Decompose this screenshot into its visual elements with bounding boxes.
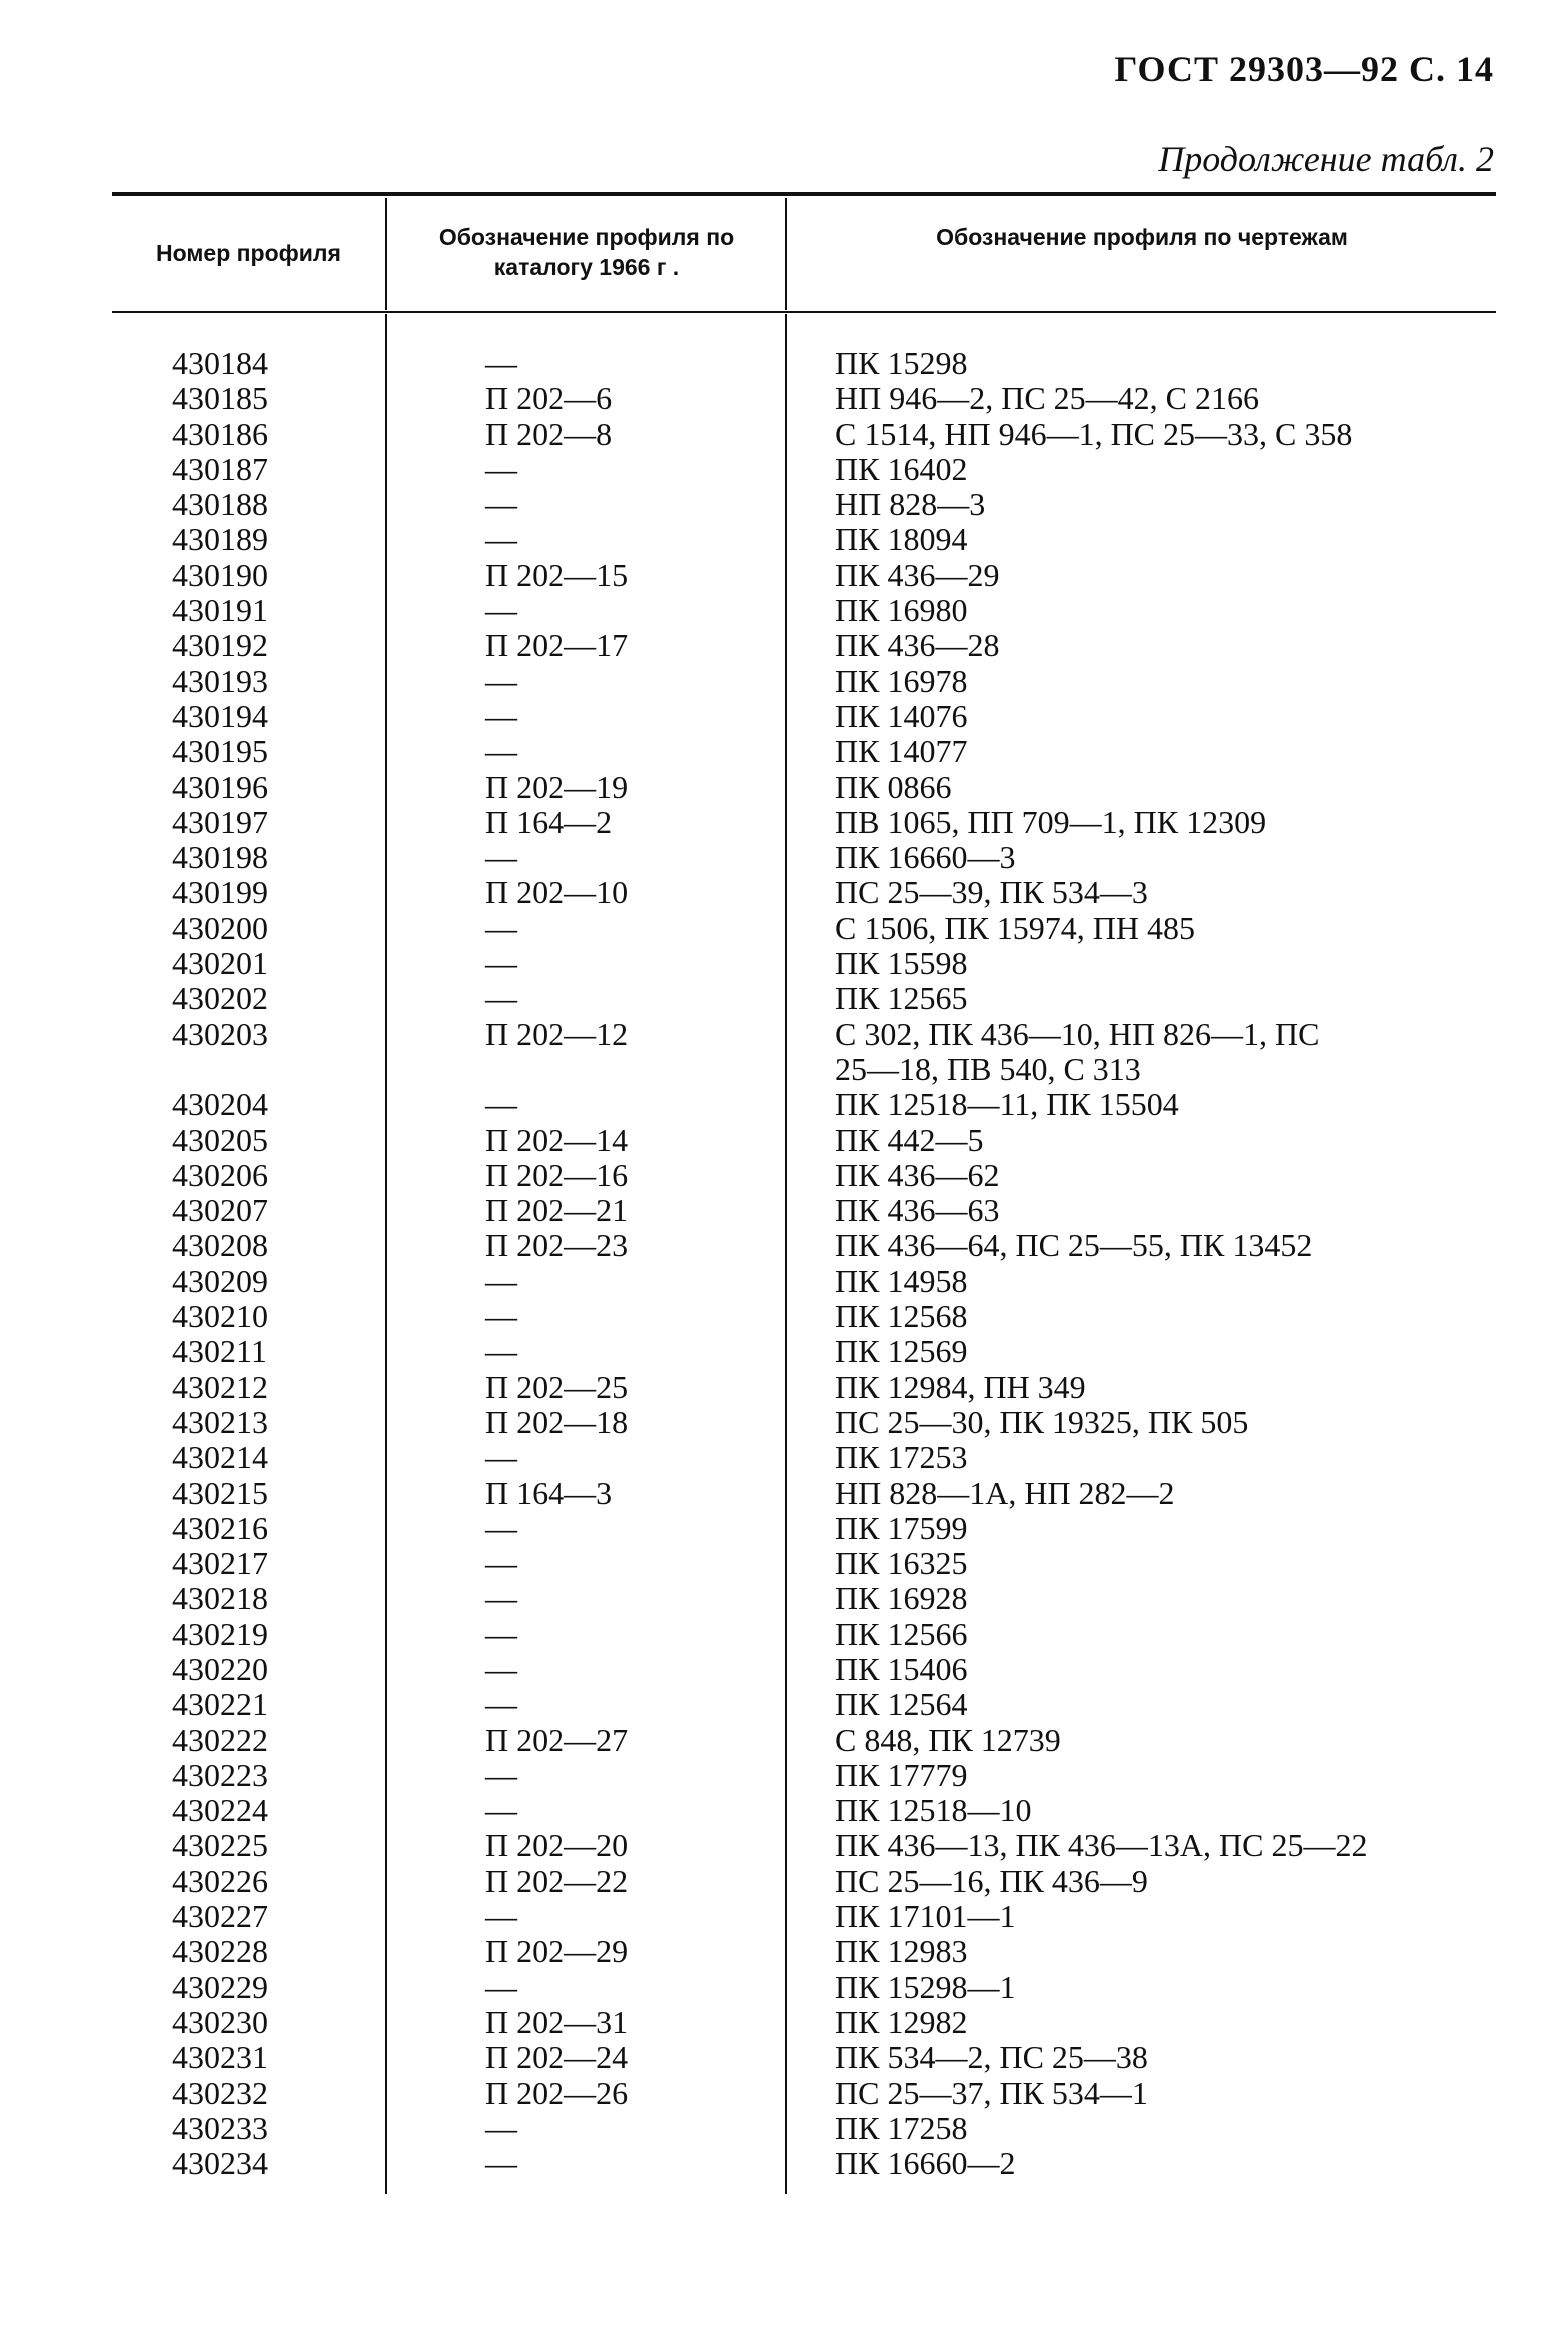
cell-drawing-designation: ПК 436—62 [835, 1156, 1000, 1193]
cell-drawing-designation: ПК 14958 [835, 1262, 968, 1299]
cell-catalog-designation: — [485, 1792, 517, 1829]
table-row [112, 1546, 1496, 1581]
cell-catalog-designation: П 202—20 [485, 1827, 629, 1864]
cell-catalog-designation: — [485, 1262, 517, 1299]
cell-catalog-designation: — [485, 1086, 517, 1123]
cell-drawing-designation: ПК 17599 [835, 1509, 968, 1546]
cell-catalog-designation: — [485, 1898, 517, 1935]
cell-drawing-designation: ПК 534—2, ПС 25—38 [835, 2039, 1148, 2076]
table-row [112, 1511, 1496, 1546]
cell-drawing-designation: ПВ 1065, ПП 709—1, ПК 12309 [835, 803, 1267, 840]
cell-profile-number: 430200 [172, 909, 268, 946]
cell-catalog-designation: — [485, 1650, 517, 1687]
cell-catalog-designation: — [485, 945, 517, 982]
table-row [112, 699, 1496, 734]
cell-catalog-designation: П 202—25 [485, 1368, 629, 1405]
table-row [112, 1970, 1496, 2005]
cell-drawing-designation: ПК 17258 [835, 2109, 968, 2146]
cell-profile-number: 430198 [172, 839, 268, 876]
cell-profile-number: 430225 [172, 1827, 268, 1864]
table-row [112, 2146, 1496, 2181]
cell-drawing-designation: ПК 16325 [835, 1545, 968, 1582]
cell-drawing-designation: ПК 436—29 [835, 556, 1000, 593]
cell-profile-number: 430220 [172, 1650, 268, 1687]
cell-catalog-designation: П 202—18 [485, 1403, 629, 1440]
table-row [112, 1758, 1496, 1793]
cell-drawing-designation: НП 828—3 [835, 486, 986, 523]
table-row [112, 1828, 1496, 1863]
cell-profile-number: 430189 [172, 521, 268, 558]
column-header-profile-number: Номер профиля [156, 240, 341, 266]
table-row [112, 1617, 1496, 1652]
cell-profile-number: 430202 [172, 980, 268, 1017]
cell-profile-number: 430213 [172, 1403, 268, 1440]
cell-drawing-designation: ПК 442—5 [835, 1121, 984, 1158]
table-row [112, 593, 1496, 628]
cell-drawing-designation: ПК 436—63 [835, 1192, 1000, 1229]
column-header-drawings: Обозначение профиля по чертежам [936, 224, 1348, 250]
cell-catalog-designation: — [485, 1298, 517, 1335]
cell-catalog-designation: П 202—12 [485, 1015, 629, 1052]
cell-catalog-designation: — [485, 1333, 517, 1370]
cell-drawing-designation: ПК 17779 [835, 1756, 968, 1793]
cell-drawing-designation: ПС 25—37, ПК 534—1 [835, 2074, 1148, 2111]
cell-profile-number: 430218 [172, 1580, 268, 1617]
cell-drawing-designation: ПК 16660—2 [835, 2145, 1016, 2182]
cell-drawing-designation: ПК 12569 [835, 1333, 968, 1370]
cell-drawing-designation: ПК 15406 [835, 1650, 968, 1687]
table-row [112, 1370, 1496, 1405]
cell-profile-number: 430212 [172, 1368, 268, 1405]
table-row [112, 1087, 1496, 1122]
cell-catalog-designation: — [485, 839, 517, 876]
cell-profile-number: 430216 [172, 1509, 268, 1546]
cell-drawing-designation: ПК 16402 [835, 450, 968, 487]
cell-catalog-designation: П 202—21 [485, 1192, 629, 1229]
cell-profile-number: 430186 [172, 415, 268, 452]
cell-catalog-designation: — [485, 1686, 517, 1723]
cell-profile-number: 430209 [172, 1262, 268, 1299]
cell-profile-number: 430223 [172, 1756, 268, 1793]
cell-drawing-designation: ПК 18094 [835, 521, 968, 558]
table-row [112, 875, 1496, 910]
cell-profile-number: 430201 [172, 945, 268, 982]
cell-drawing-designation: ПК 12518—11, ПК 15504 [835, 1086, 1179, 1123]
column-header-catalog-1966: Обозначение профиля по каталогу 1966 г . [438, 224, 735, 280]
table-row [112, 2040, 1496, 2075]
table-body [112, 346, 1496, 2181]
table-row [112, 417, 1496, 452]
cell-catalog-designation: П 202—23 [485, 1227, 629, 1264]
cell-catalog-designation: — [485, 1580, 517, 1617]
cell-catalog-designation: П 202—17 [485, 627, 629, 664]
table-row [112, 1687, 1496, 1722]
cell-drawing-designation: ПК 12565 [835, 980, 968, 1017]
table-row [112, 487, 1496, 522]
cell-profile-number: 430208 [172, 1227, 268, 1264]
cell-catalog-designation [385, 1052, 785, 1087]
cell-catalog-designation: П 202—19 [485, 768, 629, 805]
cell-profile-number: 430190 [172, 556, 268, 593]
cell-catalog-designation: П 202—29 [485, 1933, 629, 1970]
table-row [112, 1793, 1496, 1828]
table-row [112, 2111, 1496, 2146]
cell-drawing-designation: С 848, ПК 12739 [835, 1721, 1061, 1758]
cell-profile-number: 430232 [172, 2074, 268, 2111]
table-row [112, 1193, 1496, 1228]
cell-drawing-designation: ПК 15298—1 [835, 1968, 1016, 2005]
cell-profile-number: 430188 [172, 486, 268, 523]
cell-drawing-designation: ПК 16978 [835, 662, 968, 699]
cell-profile-number: 430194 [172, 697, 268, 734]
cell-catalog-designation: П 202—31 [485, 2003, 629, 2040]
table-row [112, 1158, 1496, 1193]
cell-profile-number: 430210 [172, 1298, 268, 1335]
table-row [112, 2005, 1496, 2040]
cell-profile-number: 430207 [172, 1192, 268, 1229]
cell-profile-number: 430195 [172, 733, 268, 770]
cell-profile-number: 430184 [172, 345, 268, 381]
cell-catalog-designation: П 202—24 [485, 2039, 629, 2076]
cell-profile-number: 430192 [172, 627, 268, 664]
table-row [112, 2076, 1496, 2111]
cell-catalog-designation: — [485, 980, 517, 1017]
table-row [112, 1264, 1496, 1299]
cell-drawing-designation: ПК 17253 [835, 1439, 968, 1476]
cell-profile-number: 430193 [172, 662, 268, 699]
cell-catalog-designation: П 202—10 [485, 874, 629, 911]
cell-catalog-designation: — [485, 733, 517, 770]
cell-catalog-designation: П 202—15 [485, 556, 629, 593]
cell-profile-number: 430231 [172, 2039, 268, 2076]
cell-drawing-designation: ПК 0866 [835, 768, 952, 805]
cell-drawing-designation: ПК 436—13, ПК 436—13А, ПС 25—22 [835, 1827, 1368, 1864]
cell-drawing-designation: С 1514, НП 946—1, ПС 25—33, С 358 [835, 415, 1353, 452]
table-row [112, 522, 1496, 557]
cell-profile-number: 430217 [172, 1545, 268, 1582]
cell-profile-number: 430214 [172, 1439, 268, 1476]
cell-catalog-designation: — [485, 1439, 517, 1476]
cell-drawing-designation: ПК 12982 [835, 2003, 968, 2040]
cell-profile-number: 430215 [172, 1474, 268, 1511]
cell-catalog-designation: — [485, 1615, 517, 1652]
table-row [112, 452, 1496, 487]
cell-catalog-designation: П 202—16 [485, 1156, 629, 1193]
cell-profile-number: 430199 [172, 874, 268, 911]
table-row [112, 1899, 1496, 1934]
cell-drawing-designation: ПС 25—30, ПК 19325, ПК 505 [835, 1403, 1249, 1440]
table-row [112, 946, 1496, 981]
table-top-rule [112, 192, 1496, 196]
cell-drawing-designation: ПС 25—16, ПК 436—9 [835, 1862, 1148, 1899]
cell-profile-number: 430228 [172, 1933, 268, 1970]
table-row [112, 1476, 1496, 1511]
table-row [112, 1723, 1496, 1758]
table-row [112, 1017, 1496, 1052]
cell-drawing-designation: ПК 436—64, ПС 25—55, ПК 13452 [835, 1227, 1313, 1264]
table-row [112, 770, 1496, 805]
table-row [112, 1652, 1496, 1687]
cell-drawing-designation: ПК 16928 [835, 1580, 968, 1617]
cell-drawing-designation: ПС 25—39, ПК 534—3 [835, 874, 1148, 911]
cell-drawing-designation: ПК 12564 [835, 1686, 968, 1723]
cell-profile-number: 430196 [172, 768, 268, 805]
cell-catalog-designation: — [485, 1968, 517, 2005]
cell-profile-number [112, 1052, 385, 1087]
cell-catalog-designation: — [485, 1756, 517, 1793]
cell-catalog-designation: — [485, 662, 517, 699]
column-divider-1 [385, 198, 387, 310]
cell-drawing-designation: ПК 12984, ПН 349 [835, 1368, 1086, 1405]
cell-catalog-designation: П 202—26 [485, 2074, 629, 2111]
cell-profile-number: 430222 [172, 1721, 268, 1758]
cell-drawing-designation: ПК 17101—1 [835, 1898, 1016, 1935]
table-row [112, 628, 1496, 663]
cell-profile-number: 430234 [172, 2145, 268, 2182]
table-row [112, 734, 1496, 769]
cell-profile-number: 430224 [172, 1792, 268, 1829]
table-row [112, 981, 1496, 1016]
column-divider-2 [785, 198, 787, 310]
cell-catalog-designation: П 202—22 [485, 1862, 629, 1899]
cell-profile-number: 430206 [172, 1156, 268, 1193]
cell-profile-number: 430227 [172, 1898, 268, 1935]
table-row [112, 1581, 1496, 1616]
cell-catalog-designation: П 164—2 [485, 803, 613, 840]
table-row [112, 664, 1496, 699]
cell-catalog-designation: П 202—14 [485, 1121, 629, 1158]
table-row [112, 1052, 1496, 1087]
cell-profile-number: 430229 [172, 1968, 268, 2005]
table-row [112, 346, 1496, 381]
cell-catalog-designation: — [485, 909, 517, 946]
cell-catalog-designation: П 202—8 [485, 415, 613, 452]
cell-profile-number: 430219 [172, 1615, 268, 1652]
cell-drawing-designation: ПК 436—28 [835, 627, 1000, 664]
cell-drawing-designation: 25—18, ПВ 540, С 313 [835, 1050, 1141, 1087]
cell-drawing-designation: ПК 12566 [835, 1615, 968, 1652]
table-row [112, 840, 1496, 875]
cell-catalog-designation: П 164—3 [485, 1474, 613, 1511]
cell-drawing-designation: ПК 14076 [835, 697, 968, 734]
cell-profile-number: 430230 [172, 2003, 268, 2040]
cell-drawing-designation: ПК 12983 [835, 1933, 968, 1970]
cell-profile-number: 430187 [172, 450, 268, 487]
table-row [112, 1405, 1496, 1440]
table-row [112, 1864, 1496, 1899]
cell-profile-number: 430205 [172, 1121, 268, 1158]
table-row [112, 1299, 1496, 1334]
cell-profile-number: 430233 [172, 2109, 268, 2146]
cell-catalog-designation: — [485, 521, 517, 558]
cell-catalog-designation: — [485, 345, 517, 381]
cell-drawing-designation: С 302, ПК 436—10, НП 826—1, ПС [835, 1015, 1320, 1052]
table-row [112, 805, 1496, 840]
cell-profile-number: 430226 [172, 1862, 268, 1899]
cell-drawing-designation: ПК 12518—10 [835, 1792, 1032, 1829]
cell-drawing-designation: ПК 12568 [835, 1298, 968, 1335]
cell-catalog-designation: — [485, 2145, 517, 2182]
cell-catalog-designation: — [485, 1545, 517, 1582]
table-row [112, 558, 1496, 593]
cell-drawing-designation: ПК 14077 [835, 733, 968, 770]
table-continuation-label: Продолжение табл. 2 [1158, 139, 1494, 179]
table-row [112, 911, 1496, 946]
cell-drawing-designation: ПК 16660—3 [835, 839, 1016, 876]
cell-catalog-designation: П 202—27 [485, 1721, 629, 1758]
cell-profile-number: 430191 [172, 592, 268, 629]
cell-profile-number: 430197 [172, 803, 268, 840]
cell-drawing-designation: ПК 16980 [835, 592, 968, 629]
cell-catalog-designation: П 202—6 [485, 380, 613, 417]
table-row [112, 1123, 1496, 1158]
cell-drawing-designation: НП 946—2, ПС 25—42, С 2166 [835, 380, 1260, 417]
cell-profile-number: 430185 [172, 380, 268, 417]
cell-catalog-designation: — [485, 592, 517, 629]
cell-catalog-designation: — [485, 486, 517, 523]
cell-catalog-designation: — [485, 697, 517, 734]
cell-drawing-designation: С 1506, ПК 15974, ПН 485 [835, 909, 1196, 946]
table-row [112, 1334, 1496, 1369]
table-row [112, 1440, 1496, 1475]
cell-drawing-designation: ПК 15298 [835, 345, 968, 381]
cell-catalog-designation: — [485, 450, 517, 487]
cell-profile-number: 430204 [172, 1086, 268, 1123]
table-row [112, 1934, 1496, 1969]
page-header-doc-ref: ГОСТ 29303—92 С. 14 [1114, 49, 1494, 89]
table-row [112, 1228, 1496, 1263]
cell-catalog-designation: — [485, 1509, 517, 1546]
table-row [112, 381, 1496, 416]
table-header-rule [112, 311, 1496, 313]
cell-drawing-designation: НП 828—1А, НП 282—2 [835, 1474, 1175, 1511]
cell-profile-number: 430211 [172, 1333, 267, 1370]
cell-drawing-designation: ПК 15598 [835, 945, 968, 982]
cell-profile-number: 430203 [172, 1015, 268, 1052]
cell-profile-number: 430221 [172, 1686, 268, 1723]
cell-catalog-designation: — [485, 2109, 517, 2146]
